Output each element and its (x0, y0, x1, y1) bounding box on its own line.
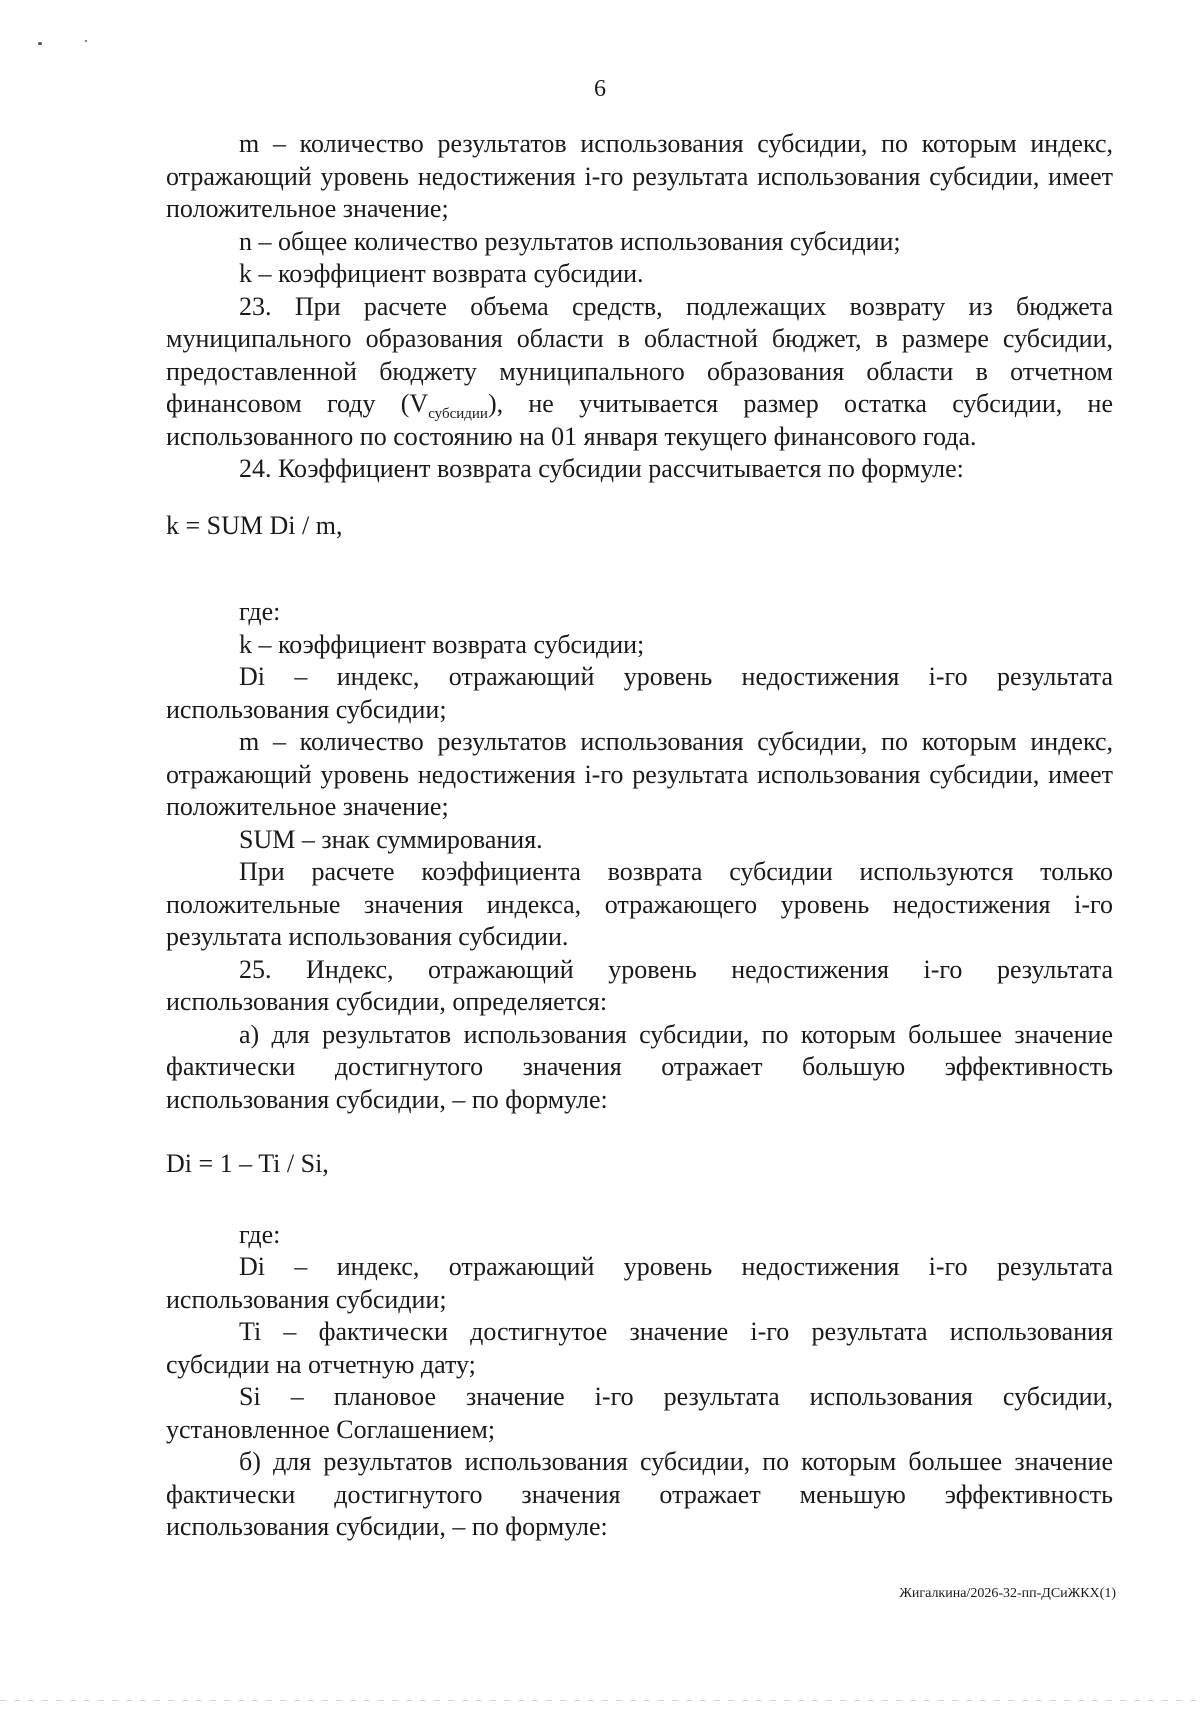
definition-si: Si – плановое значение i-го результата использования субсидии, установленное Соглашением; (166, 1382, 1113, 1444)
definition-ti: Ti – фактически достигнутое значение i-го результата использования субсидии на отчетную дату; (166, 1317, 1113, 1379)
paragraph-k-definition: k – коэффициент возврата субсидии. (239, 259, 644, 288)
paragraph-23-text-start: 23. При расчете объема средств, подлежащих возврату из бюджета муниципального образования области в областной бюджет, в размере субсидии, предоставленной бюджету муниципального образования области в отчетном финансовом году (V (166, 291, 1113, 418)
paragraph-n-definition: n – общее количество результатов использования субсидии; (239, 226, 901, 256)
paragraph-24: 24. Коэффициент возврата субсидии рассчитывается по формуле: (239, 454, 964, 483)
v-subscript: субсидии (428, 406, 488, 423)
definition-di: Di – индекс, отражающий уровень недостижения i-го результата использования субсидии; (166, 1252, 1113, 1314)
formula-di: Di = 1 – Ti / Si, (166, 1149, 329, 1178)
paragraph-23-text-end: ), не учитывается размер остатка субсидии, не использованного по состоянию на 01 января текущего финансового года. (166, 389, 1114, 451)
scan-edge-line (0, 1700, 1200, 1701)
formula-k: k = SUM Di / m, (166, 510, 343, 540)
definition-sum: SUM – знак суммирования. (239, 824, 543, 854)
definition-di: Di – индекс, отражающий уровень недостижения i-го результата использования субсидии; (166, 662, 1113, 724)
document-body (166, 128, 1113, 1544)
definition-k: k – коэффициент возврата субсидии; (239, 629, 645, 659)
paragraph-25: 25. Индекс, отражающий уровень недостижения i-го результата использования субсидии, определяется: (166, 954, 1113, 1016)
paragraph-23 (166, 291, 1113, 454)
where-label: где: (239, 1219, 281, 1249)
where-label: где: (239, 597, 281, 626)
scan-speck (85, 40, 87, 42)
page-number: 6 (594, 76, 606, 102)
document-code: Жигалкина/2026-32-пп-ДСиЖКХ(1) (899, 1586, 1116, 1601)
paragraph-25b: б) для результатов использования субсидии, по которым большее значение фактически достигнутого значения отражает меньшую эффективность использования субсидии, – по формуле: (166, 1447, 1113, 1541)
scan-speck (38, 42, 42, 45)
paragraph-m-definition: m – количество результатов использования субсидии, по которым индекс, отражающий уровень недостижения i-го результата использования субсидии, имеет положительное значение; (166, 129, 1113, 223)
paragraph-25a: а) для результатов использования субсидии, по которым большее значение фактически достигнутого значения отражает большую эффективность использования субсидии, – по формуле: (166, 1019, 1113, 1114)
definition-m: m – количество результатов использования субсидии, по которым индекс, отражающий уровень недостижения i-го результата использования субсидии, имеет положительное значение; (166, 727, 1113, 821)
paragraph-positive-values: При расчете коэффициента возврата субсидии используются только положительные значения индекса, отражающего уровень недостижения i-го результата использования субсидии. (166, 857, 1113, 951)
